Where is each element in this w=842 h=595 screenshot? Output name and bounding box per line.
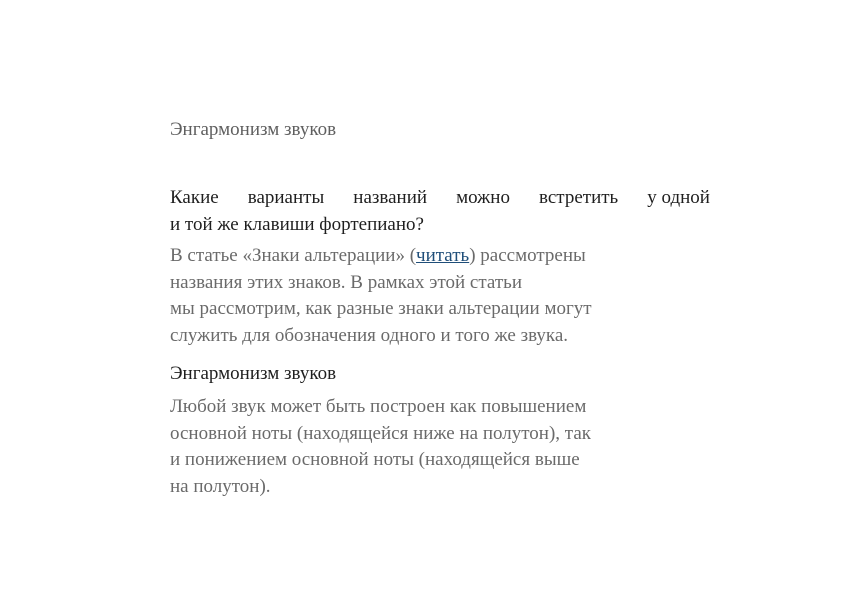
paragraph-line (170, 243, 710, 270)
paragraph-line: на полутон). (170, 475, 271, 497)
intro-paragraph (170, 243, 710, 349)
text-after-link: ) рассмотрены (469, 245, 586, 266)
paragraph-line: и понижением основной ноты (находящейся выше (170, 449, 580, 470)
section-heading: Энгармонизм звуков (170, 363, 337, 384)
paragraph-line: Любой звук может быть построен как повышением (170, 396, 587, 417)
question-word: можно (456, 187, 510, 208)
paragraph-line: мы рассмотрим, как разные знаки альтерации могут (170, 298, 592, 319)
question-word: названий (353, 187, 428, 208)
paragraph-line: основной ноты (находящейся ниже на полутон), так (170, 422, 591, 444)
paragraph-line: названия этих знаков. В рамках этой статьи (170, 271, 522, 293)
question-word: встретить (539, 187, 619, 208)
document-title: Энгармонизм звуков (170, 119, 337, 140)
read-link[interactable]: читать (416, 245, 470, 266)
paragraph-line: служить для обозначения одного и того же звука. (170, 324, 569, 346)
question-word: у одной (647, 187, 710, 208)
question-line-2: и той же клавиши фортепиано? (170, 214, 424, 235)
question-word: варианты (247, 187, 325, 208)
question-word: Какие (170, 187, 219, 208)
enharmonic-paragraph (170, 394, 710, 500)
question-heading (170, 184, 710, 238)
question-line-1 (170, 184, 710, 211)
text-before-link: В статье «Знаки альтерации» ( (170, 245, 417, 266)
